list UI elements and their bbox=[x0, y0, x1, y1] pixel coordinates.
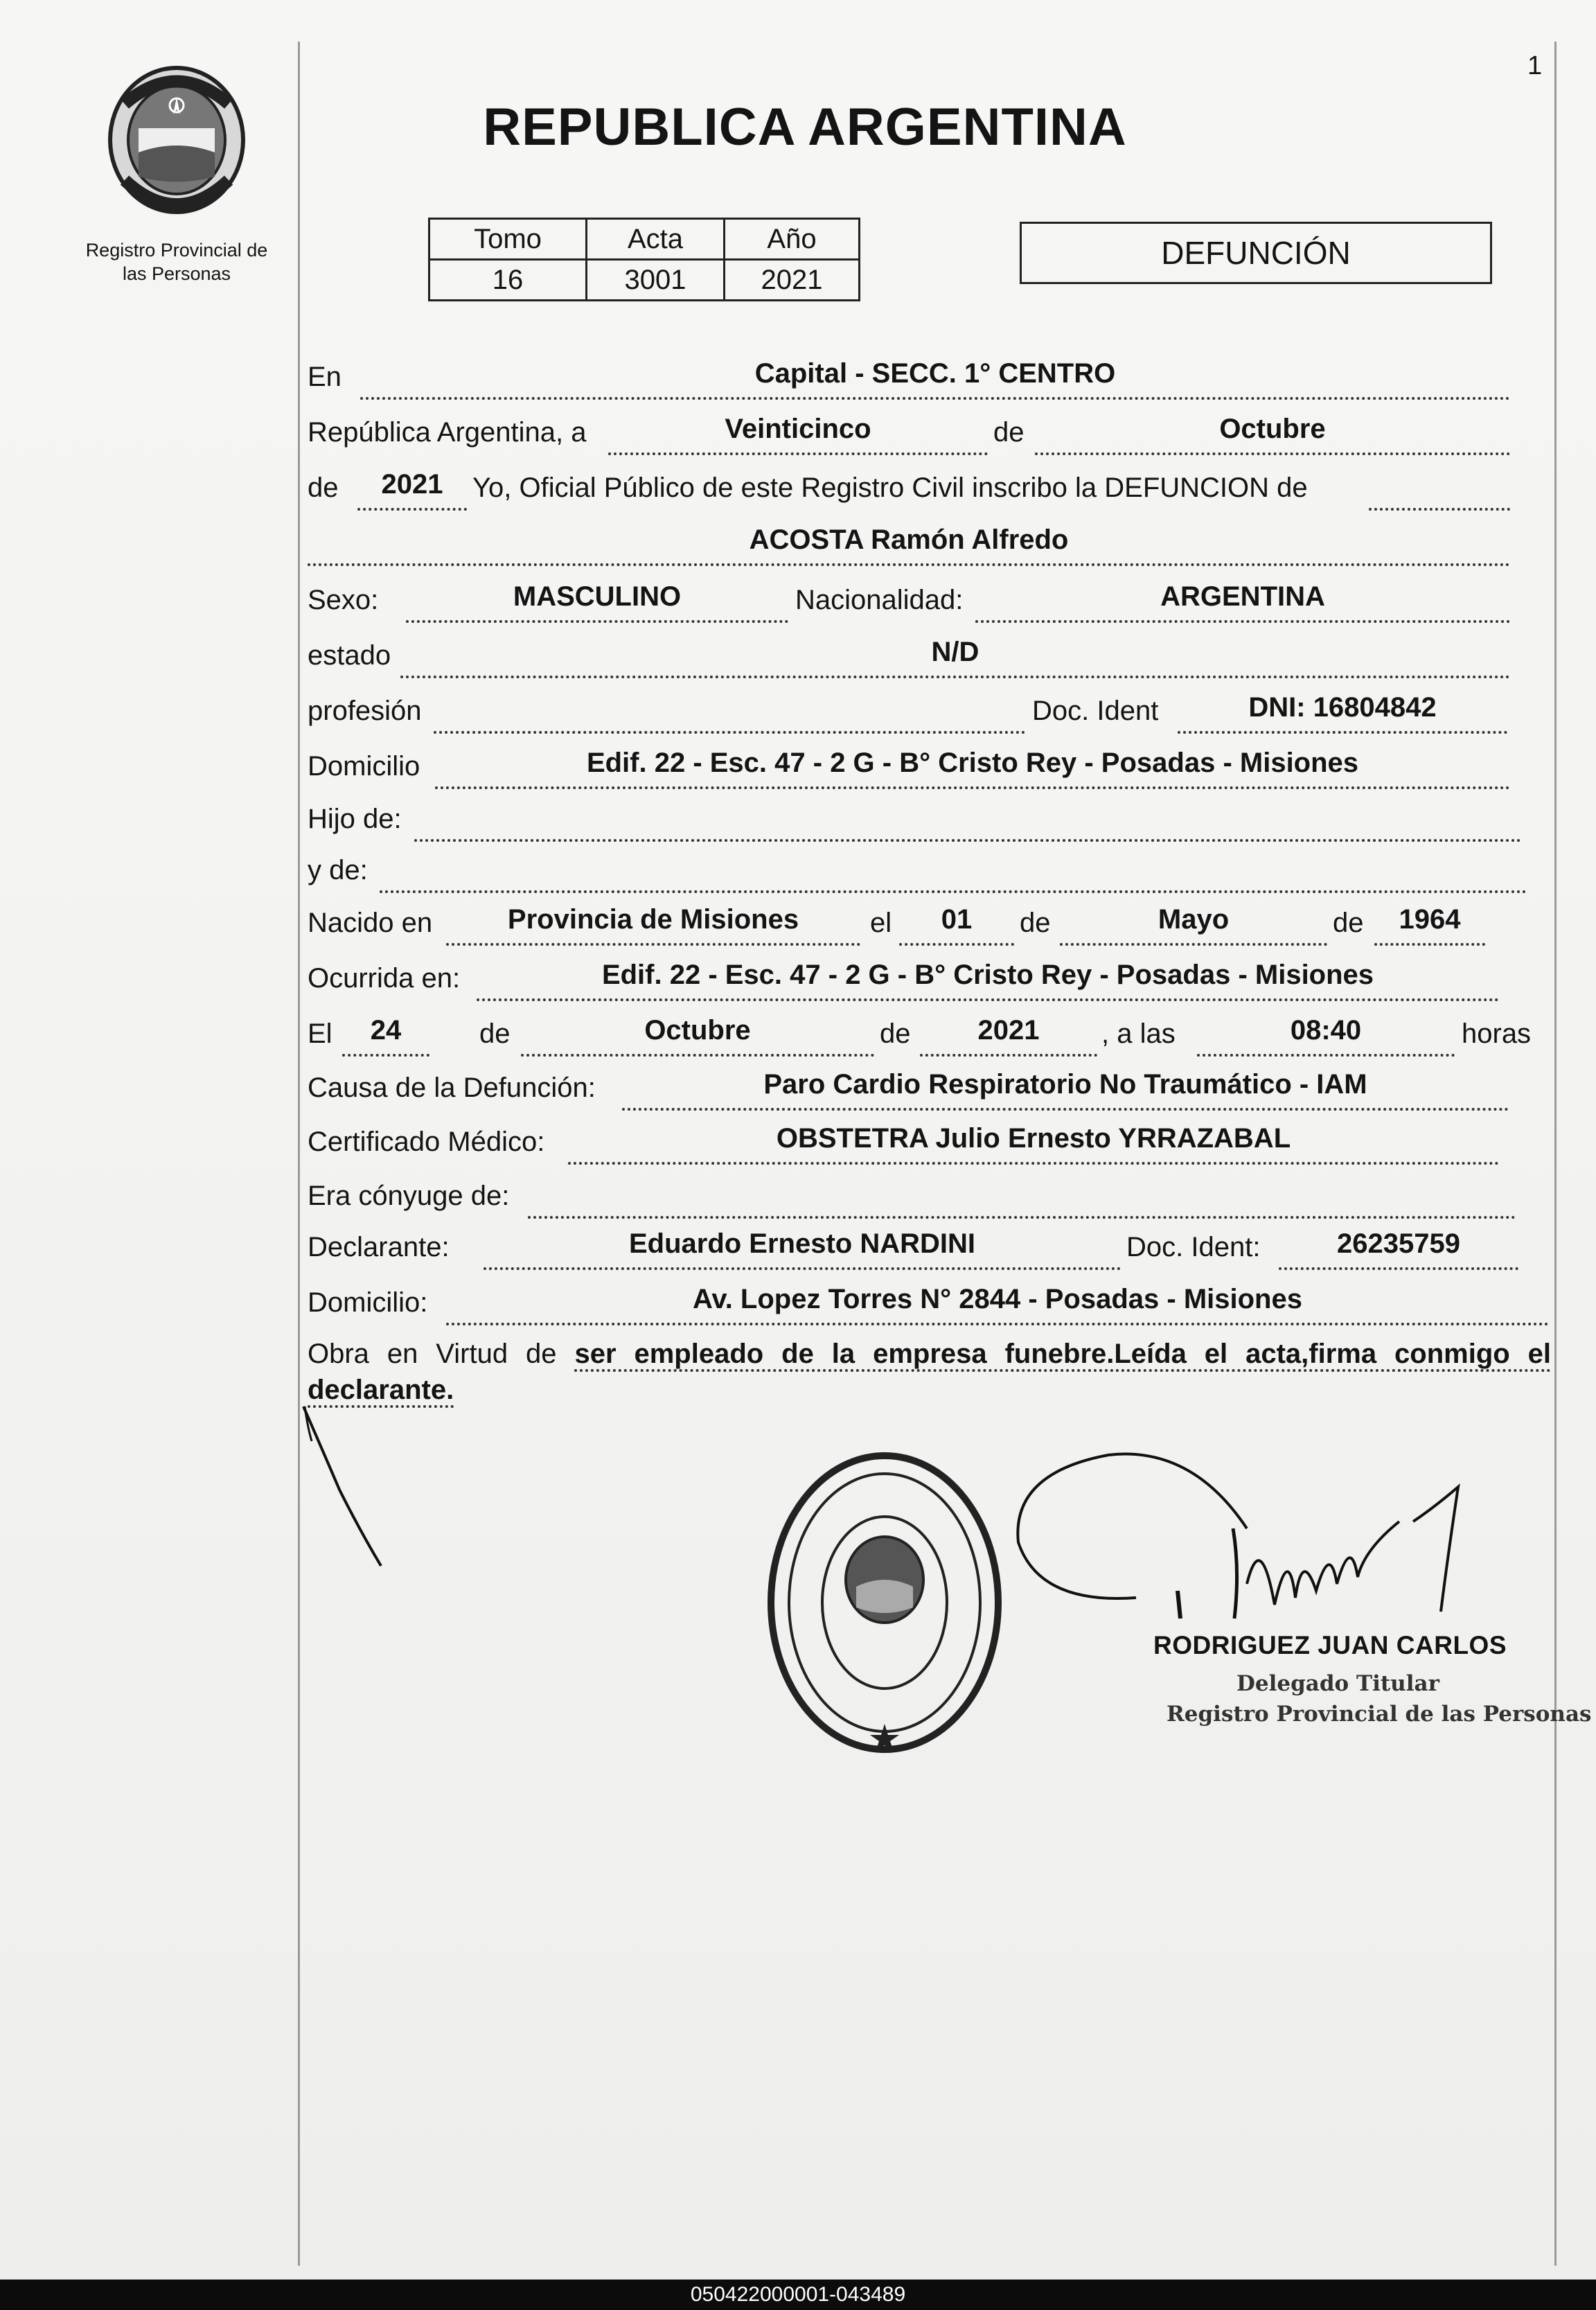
value-declarante-doc: 26235759 bbox=[1337, 1228, 1460, 1259]
label-el-cap: El bbox=[308, 1019, 332, 1049]
value-declarante-domicilio: Av. Lopez Torres N° 2844 - Posadas - Misiones bbox=[693, 1284, 1302, 1314]
document-code-bar: 050422000001-043489 bbox=[0, 2280, 1596, 2310]
value-mes: Octubre bbox=[1219, 414, 1326, 444]
value-def-hora: 08:40 bbox=[1290, 1015, 1362, 1046]
label-ocurrida-en: Ocurrida en: bbox=[308, 963, 461, 994]
label-certificado: Certificado Médico: bbox=[308, 1127, 545, 1157]
signer-name: RODRIGUEZ JUAN CARLOS bbox=[1153, 1631, 1507, 1659]
pen-stroke-mark bbox=[298, 1386, 395, 1580]
signer-title: Delegado Titular bbox=[1236, 1671, 1439, 1696]
signer-office: Registro Provincial de las Personas bbox=[1167, 1702, 1592, 1727]
label-el: el bbox=[870, 908, 892, 938]
value-nacionalidad: ARGENTINA bbox=[1160, 581, 1325, 612]
label-yo-text: Yo, Oficial Público de este Registro Civil inscribo la DEFUNCION de bbox=[472, 473, 1308, 503]
record-table-header-row bbox=[429, 219, 860, 260]
registry-caption bbox=[55, 238, 298, 285]
label-declarante: Declarante: bbox=[308, 1232, 450, 1262]
label-domicilio: Domicilio bbox=[308, 751, 420, 782]
page-title: REPUBLICA ARGENTINA bbox=[483, 98, 1127, 157]
value-def-mes: Octubre bbox=[644, 1015, 751, 1046]
value-nac-anio: 1964 bbox=[1399, 904, 1461, 935]
value-causa: Paro Cardio Respiratorio No Traumático - IAM bbox=[763, 1069, 1367, 1100]
value-declarante: Eduardo Ernesto NARDINI bbox=[628, 1228, 976, 1259]
label-de-6: de bbox=[880, 1019, 911, 1049]
value-anio: 2021 bbox=[381, 469, 443, 500]
page-number: 1 bbox=[1527, 51, 1543, 80]
label-de-4: de bbox=[1333, 908, 1364, 938]
value-anio: 2021 bbox=[725, 260, 860, 301]
value-doc: DNI: 16804842 bbox=[1248, 692, 1437, 723]
label-causa: Causa de la Defunción: bbox=[308, 1073, 596, 1103]
value-obra: ser empleado de la empresa funebre.Leída el acta,firma conmigo el declarante. bbox=[308, 1339, 1551, 1408]
label-de-2: de bbox=[308, 473, 339, 503]
label-doc-ident-2: Doc. Ident: bbox=[1126, 1232, 1261, 1262]
field-profesion-line bbox=[434, 703, 1025, 734]
registry-caption-line2: las Personas bbox=[122, 263, 231, 284]
label-y-de: y de: bbox=[308, 855, 368, 885]
label-domicilio-2: Domicilio: bbox=[308, 1287, 428, 1318]
value-certificado: OBSTETRA Julio Ernesto YRRAZABAL bbox=[776, 1123, 1291, 1154]
value-nac-dia: 01 bbox=[941, 904, 973, 935]
value-tomo: 16 bbox=[429, 260, 587, 301]
value-def-dia: 24 bbox=[370, 1015, 402, 1046]
official-seal bbox=[759, 1441, 1010, 1764]
value-domicilio: Edif. 22 - Esc. 47 - 2 G - B° Cristo Rey - Posadas - Misiones bbox=[586, 748, 1359, 778]
record-type-box: DEFUNCIÓN bbox=[1020, 222, 1492, 284]
label-obra: Obra en Virtud de bbox=[308, 1339, 557, 1369]
field-conyuge-line bbox=[528, 1188, 1516, 1219]
value-sexo: MASCULINO bbox=[513, 581, 682, 612]
value-nac-mes: Mayo bbox=[1158, 904, 1230, 935]
left-margin-line bbox=[298, 42, 300, 2266]
obra-paragraph bbox=[308, 1336, 1551, 1408]
label-horas: horas bbox=[1462, 1019, 1532, 1049]
value-lugar: Capital - SECC. 1° CENTRO bbox=[754, 358, 1116, 389]
label-de-1: de bbox=[993, 417, 1025, 448]
value-estado: N/D bbox=[931, 637, 979, 667]
label-nacionalidad: Nacionalidad: bbox=[795, 585, 964, 615]
label-sexo: Sexo: bbox=[308, 585, 379, 615]
field-y-de-line bbox=[380, 863, 1527, 893]
label-profesion: profesión bbox=[308, 696, 422, 726]
label-estado: estado bbox=[308, 640, 391, 671]
label-de-3: de bbox=[1020, 908, 1051, 938]
label-en: En bbox=[308, 362, 342, 392]
header-tomo: Tomo bbox=[429, 219, 587, 260]
field-hijo-de-line bbox=[414, 811, 1521, 842]
label-nacido-en: Nacido en bbox=[308, 908, 433, 938]
value-nacido-en: Provincia de Misiones bbox=[507, 904, 799, 935]
record-table-value-row bbox=[429, 260, 860, 301]
label-hijo-de: Hijo de: bbox=[308, 804, 402, 834]
right-margin-line bbox=[1554, 42, 1557, 2266]
label-doc-ident: Doc. Ident bbox=[1032, 696, 1159, 726]
header-acta: Acta bbox=[587, 219, 725, 260]
signature-scribble bbox=[1011, 1445, 1510, 1653]
header-anio: Año bbox=[725, 219, 860, 260]
record-table bbox=[428, 218, 860, 301]
value-def-anio: 2021 bbox=[977, 1015, 1040, 1046]
value-acta: 3001 bbox=[587, 260, 725, 301]
label-republica: República Argentina, a bbox=[308, 417, 587, 448]
label-conyuge: Era cónyuge de: bbox=[308, 1181, 510, 1211]
registry-caption-line1: Registro Provincial de bbox=[85, 240, 268, 261]
value-dia-texto: Veinticinco bbox=[725, 414, 871, 444]
value-ocurrida-en: Edif. 22 - Esc. 47 - 2 G - B° Cristo Rey - Posadas - Misiones bbox=[601, 960, 1374, 990]
label-a-las: , a las bbox=[1101, 1019, 1176, 1049]
field-defuncion-de-line bbox=[1369, 480, 1510, 511]
label-de-5: de bbox=[479, 1019, 511, 1049]
value-nombre: ACOSTA Ramón Alfredo bbox=[749, 524, 1069, 555]
